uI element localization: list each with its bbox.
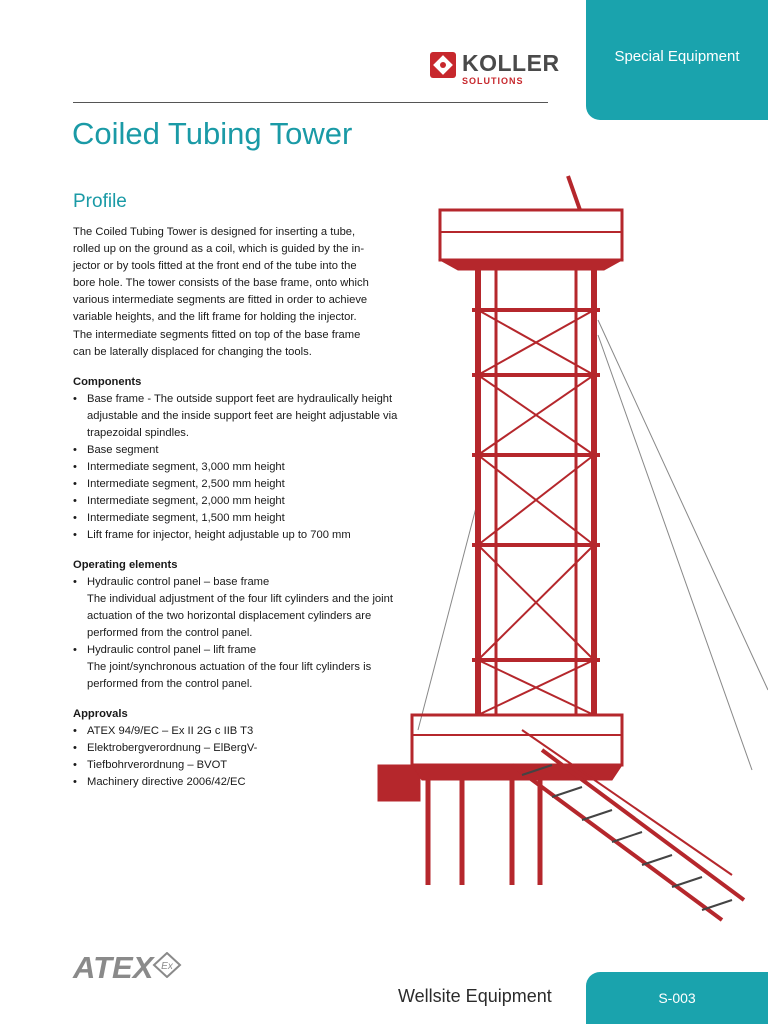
profile-line: jector or by tools fitted at the front end of the tube into the <box>73 260 357 273</box>
approvals-item <box>73 774 403 791</box>
profile-line: bore hole. The tower consists of the base frame, onto which <box>73 277 369 290</box>
brand-name: KOLLER <box>462 50 560 76</box>
approvals-list <box>73 723 403 791</box>
approvals-item-line: • ATEX 94/9/EC – Ex II 2G c IIB T3 <box>87 725 254 737</box>
operating-item-line: • Hydraulic control panel – base frame <box>87 576 270 588</box>
svg-text:Ex: Ex <box>161 961 173 972</box>
components-item <box>73 476 403 493</box>
operating-item <box>73 574 403 642</box>
page-code-tab <box>586 972 768 1024</box>
components-item <box>73 391 403 442</box>
components-item-line: • Lift frame for injector, height adjustable up to 700 mm <box>87 529 351 541</box>
page-code: S-003 <box>658 990 696 1006</box>
atex-logo: ATEX <box>73 950 154 985</box>
components-heading: Components <box>73 376 142 388</box>
operating-list <box>73 574 403 693</box>
components-item <box>73 442 403 459</box>
components-item-line: • Intermediate segment, 1,500 mm height <box>87 512 285 524</box>
operating-item-line: • Hydraulic control panel – lift frame <box>87 644 257 656</box>
page-title: Coiled Tubing Tower <box>72 116 353 151</box>
approvals-item <box>73 757 403 774</box>
koller-logo <box>430 50 560 88</box>
components-item-line: • Intermediate segment, 2,000 mm height <box>87 495 285 507</box>
approvals-item-line: • Elektrobergverordnung – ElBergV- <box>87 742 258 754</box>
koller-logo-icon <box>430 52 456 78</box>
components-item-line: • Intermediate segment, 2,500 mm height <box>87 478 285 490</box>
operating-section <box>73 557 403 693</box>
profile-heading: Profile <box>73 191 127 212</box>
approvals-section <box>73 706 403 791</box>
components-item-line: • Base frame - The outside support feet are hydraulically height <box>87 393 393 405</box>
components-item <box>73 510 403 527</box>
profile-text <box>73 224 393 361</box>
approvals-item <box>73 723 403 740</box>
ex-mark-icon <box>152 952 182 978</box>
header-divider <box>73 102 548 103</box>
operating-item <box>73 642 403 693</box>
profile-line: various intermediate segments are fitted in order to achieve <box>73 294 368 307</box>
operating-item-line: performed from the control panel. <box>87 627 253 639</box>
components-item-line: • Intermediate segment, 3,000 mm height <box>87 461 285 473</box>
category-tab-label: Special Equipment <box>614 48 740 65</box>
approvals-heading: Approvals <box>73 708 128 720</box>
profile-line: rolled up on the ground as a coil, which is guided by the in- <box>73 243 365 256</box>
operating-item-line: The individual adjustment of the four lift cylinders and the joint <box>87 593 393 605</box>
brand-sub: SOLUTIONS <box>462 76 524 86</box>
components-section <box>73 374 403 544</box>
components-item <box>73 459 403 476</box>
operating-item-line: actuation of the two horizontal displacement cylinders are <box>87 610 372 622</box>
components-item <box>73 493 403 510</box>
operating-heading: Operating elements <box>73 559 178 571</box>
components-item-line: trapezoidal spindles. <box>87 427 189 439</box>
profile-line: can be laterally displaced for changing the tools. <box>73 345 312 358</box>
coiled-tubing-tower-image <box>372 170 768 930</box>
operating-item-line: performed from the control panel. <box>87 678 253 690</box>
approvals-item-line: • Tiefbohrverordnung – BVOT <box>87 759 228 771</box>
profile-line: The Coiled Tubing Tower is designed for inserting a tube, <box>73 226 356 238</box>
components-item-line: adjustable and the inside support feet are height adjustable via <box>87 410 398 422</box>
components-list <box>73 391 403 544</box>
approvals-item <box>73 740 403 757</box>
profile-line: The intermediate segments fitted on top of the base frame <box>73 328 361 341</box>
approvals-item-line: • Machinery directive 2006/42/EC <box>87 776 246 788</box>
profile-line: variable heights, and the lift frame for holding the injector. <box>73 311 357 324</box>
footer-section-label: Wellsite Equipment <box>398 986 552 1006</box>
operating-item-line: The joint/synchronous actuation of the four lift cylinders is <box>87 661 372 673</box>
components-item-line: • Base segment <box>87 444 159 456</box>
components-item <box>73 527 403 544</box>
category-tab <box>586 0 768 120</box>
